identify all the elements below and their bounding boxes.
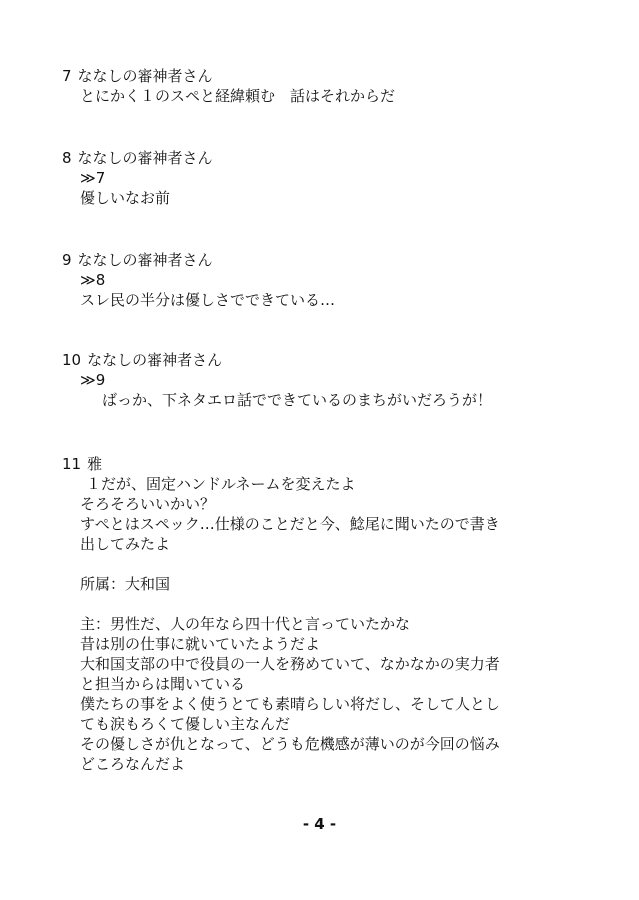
post-number: 10 xyxy=(62,351,82,369)
post-line: 僕たちの事をよく使うとても素晴らしい将だし、そして人とし xyxy=(80,695,501,713)
post-author: ななしの審神者さん xyxy=(77,149,213,167)
post-line: 主：男性だ、人の年なら四十代と言っていたかな xyxy=(80,615,411,633)
post-line: とにかく１のスペと経緯頼む 話はそれからだ xyxy=(80,87,396,105)
post-10 xyxy=(62,350,602,410)
post-number: 7 xyxy=(62,67,72,85)
post-header xyxy=(62,350,602,370)
post-line: １だが、固定ハンドルネームを変えたよ xyxy=(86,475,356,493)
post-body xyxy=(80,270,602,310)
post-number: 11 xyxy=(62,455,82,473)
post-number: 8 xyxy=(62,149,72,167)
post-line: 大和国支部の中で役員の一人を務めていて、なかなかの実力者 xyxy=(80,655,500,673)
post-9 xyxy=(62,250,602,310)
post-line: ばっか、下ネタエロ話でできているのまちがいだろうが！ xyxy=(102,391,493,409)
reply-anchor-link[interactable]: ≫9 xyxy=(80,371,106,389)
post-line: ても涙もろくて優しい主なんだ xyxy=(80,715,291,733)
post-author: 雅 xyxy=(87,455,103,473)
post-line: 所属：大和国 xyxy=(80,575,171,593)
post-header xyxy=(62,454,602,474)
post-body xyxy=(80,168,602,208)
post-body xyxy=(80,86,602,106)
post-7 xyxy=(62,66,602,106)
post-header xyxy=(62,66,602,86)
post-author: ななしの審神者さん xyxy=(77,251,213,269)
post-body xyxy=(80,370,602,410)
page-number: - 4 - xyxy=(302,815,337,833)
post-author: ななしの審神者さん xyxy=(87,351,223,369)
reply-anchor-link[interactable]: ≫7 xyxy=(80,169,106,187)
post-line: そろそろいいかい？ xyxy=(80,495,216,513)
post-line: と担当からは聞いている xyxy=(80,675,246,693)
post-line: 昔は別の仕事に就いていたようだよ xyxy=(80,635,321,653)
post-11 xyxy=(62,454,602,774)
post-number: 9 xyxy=(62,251,72,269)
post-line: どころなんだよ xyxy=(80,755,186,773)
post-8 xyxy=(62,148,602,208)
post-line: 優しいなお前 xyxy=(80,189,171,207)
post-body xyxy=(80,474,602,774)
post-header xyxy=(62,250,602,270)
post-line: スレ民の半分は優しさでできている… xyxy=(80,291,336,309)
post-header xyxy=(62,148,602,168)
post-author: ななしの審神者さん xyxy=(77,67,213,85)
post-line: すぺとはスペック…仕様のことだと今、鯰尾に聞いたので書き xyxy=(80,515,500,533)
post-line: その優しさが仇となって、どうも危機感が薄いのが今回の悩み xyxy=(80,735,500,753)
reply-anchor-link[interactable]: ≫8 xyxy=(80,271,106,289)
post-line: 出してみたよ xyxy=(80,535,171,553)
